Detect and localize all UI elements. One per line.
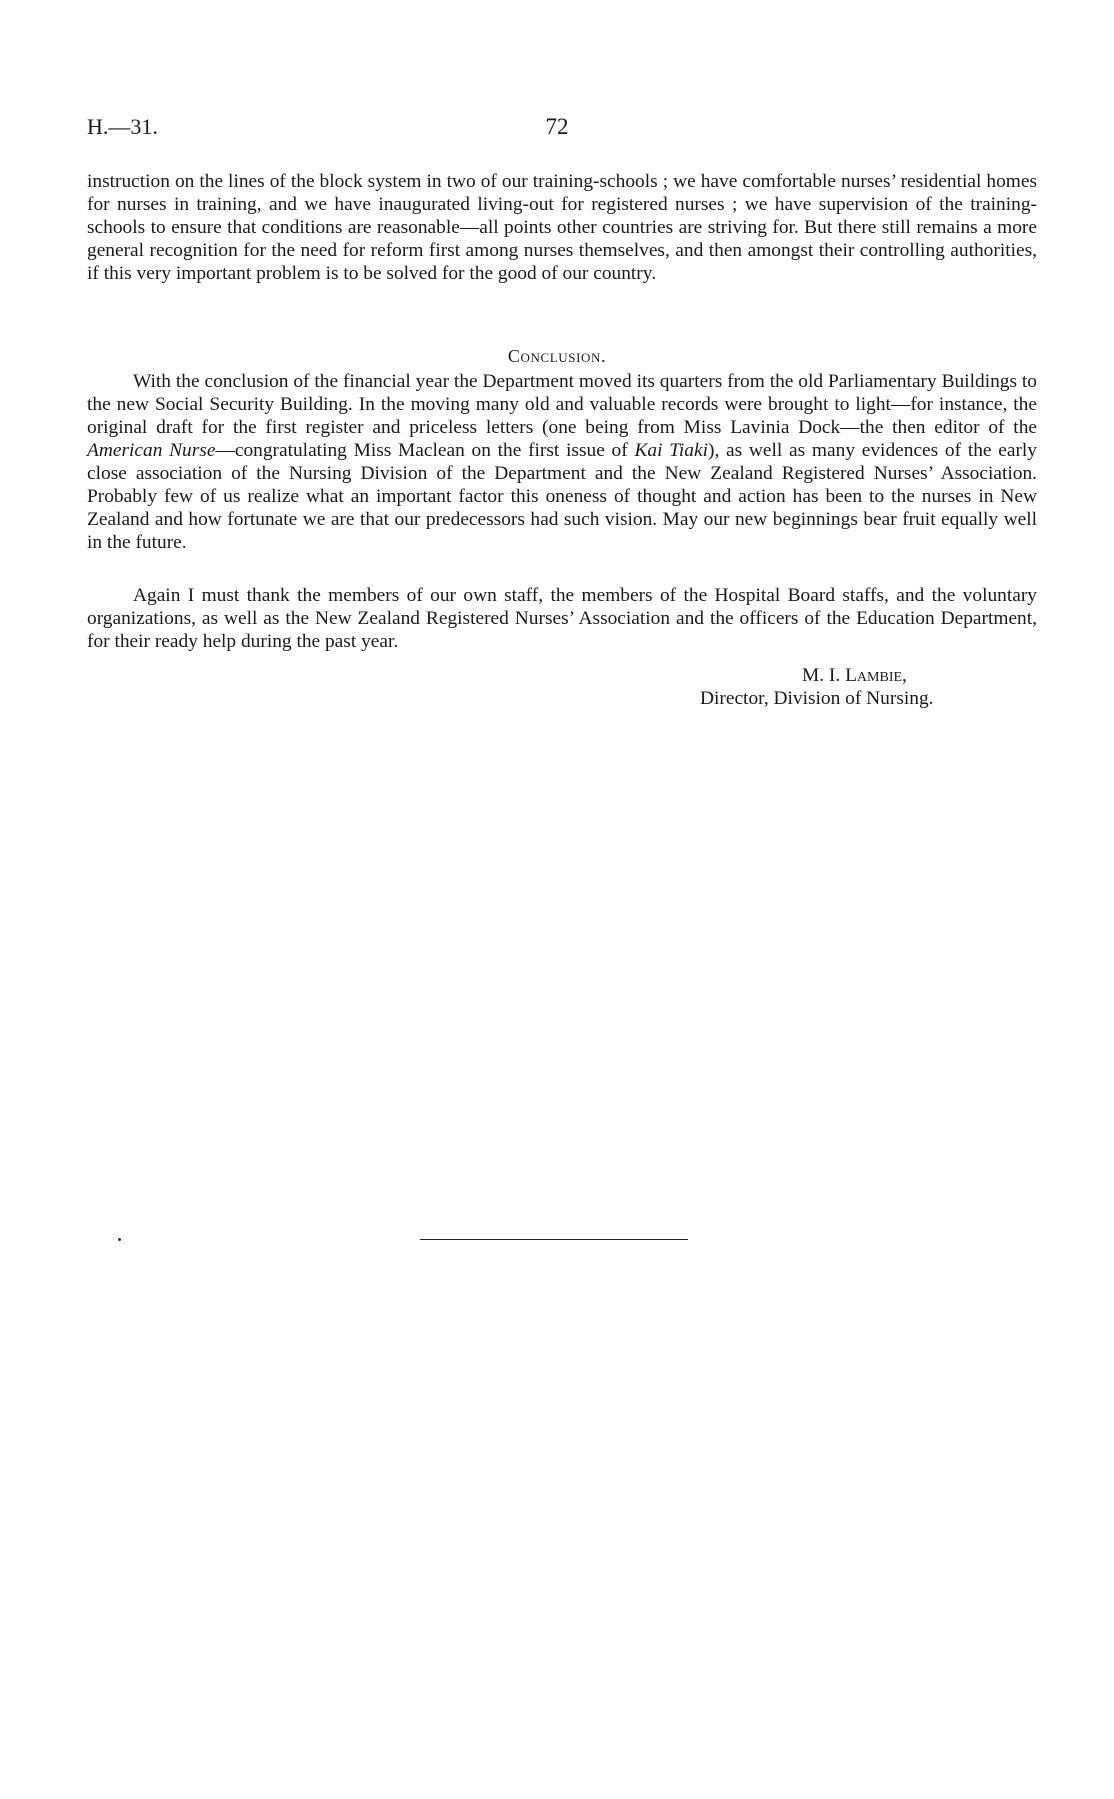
conclusion-paragraph-1-text xyxy=(87,370,1037,554)
end-rule-divider xyxy=(420,1239,688,1240)
margin-mark xyxy=(118,1238,121,1241)
text-run: —congratulating Miss Maclean on the first issue of xyxy=(215,440,635,461)
conclusion-paragraph-1 xyxy=(87,370,1037,554)
intro-paragraph-text: instruction on the lines of the block system in two of our training-schools ; we have comfortable nurses’ residential homes for nurses in training, and we have inaugurated living-out for registered nurses ; we have supervision of the training-schools to ensure that conditions are reasonable—all points other countries are striving for. But there still remains a more general recognition for the need for reform first among nurses themselves, and then amongst their controlling authorities, if this very important problem is to be solved for the good of our country. xyxy=(87,171,1037,284)
section-heading-conclusion: Conclusion. xyxy=(507,346,607,366)
page-number: 72 xyxy=(545,114,569,139)
text-run: With the conclusion of the financial year the Department moved its quarters from the old Parliamentary Buildings to the new Social Security Building. In the moving many old and valuable records were brought to light—for instance, the original draft for the first register and priceless letters (one being from Miss Lavinia Dock—the then editor of the xyxy=(87,371,1037,438)
signature-name: M. I. Lambie, xyxy=(802,665,907,686)
conclusion-paragraph-2 xyxy=(87,584,1037,653)
italic-title-kai-tiaki: Kai Tiaki xyxy=(634,440,708,461)
signature-block xyxy=(700,664,1020,710)
running-head: H.—31. xyxy=(87,114,158,139)
italic-title-american-nurse: American Nurse xyxy=(87,440,216,461)
text-run: ), as well as many evidences of the early close association of the Nursing Division of the Department and the New Zealand Registered Nurses’ Association. Probably few of us realize what an important factor this oneness of thought and action has been to the nurses in New Zealand and how fortunate we are that our predecessors had such vision. May our new beginnings bear fruit equally well in the future. xyxy=(87,440,1037,553)
signature-title: Director, Division of Nursing. xyxy=(700,688,934,709)
conclusion-paragraph-2-text: Again I must thank the members of our own staff, the members of the Hospital Board staffs, and the voluntary organizations, as well as the New Zealand Registered Nurses’ Association and the officers of the Education Department, for their ready help during the past year. xyxy=(87,585,1037,652)
intro-paragraph xyxy=(87,170,1037,285)
